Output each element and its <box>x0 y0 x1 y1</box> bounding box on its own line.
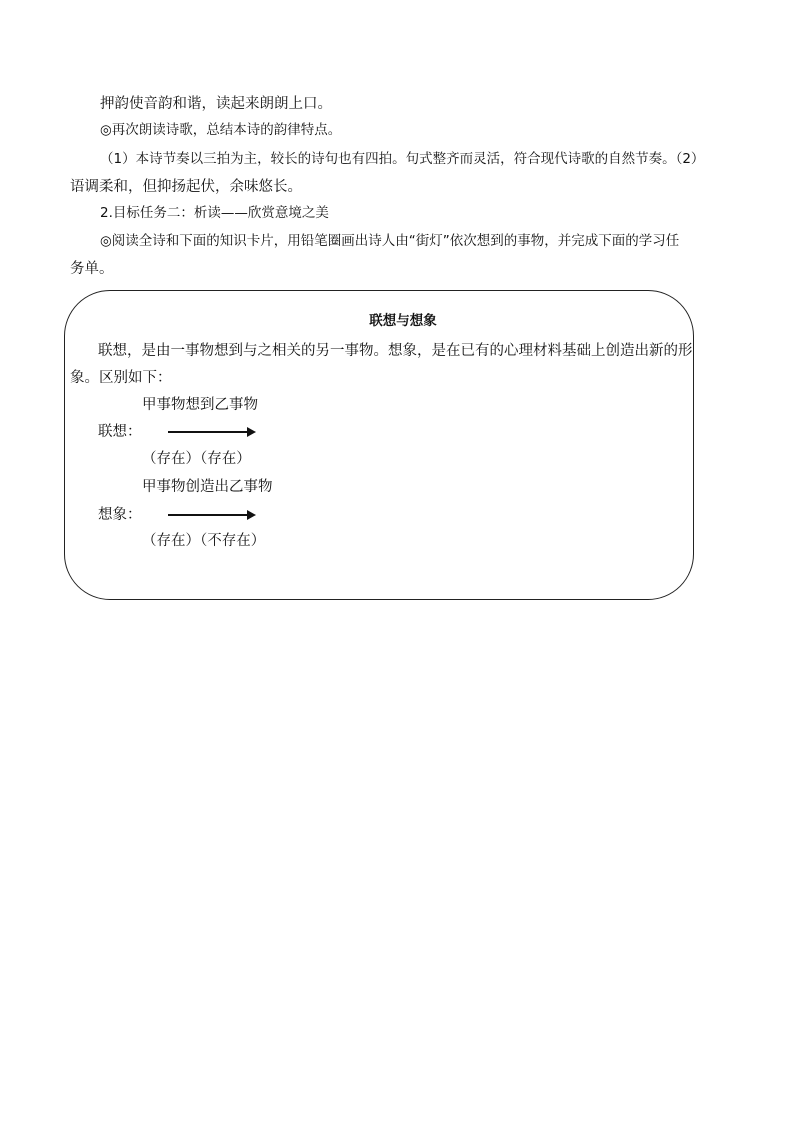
knowledge-card-title: 联想与想象 <box>369 313 437 329</box>
paragraph-rhyme: 押韵使音韵和谐，读起来朗朗上口。 <box>100 96 332 112</box>
imagination-label: 想象： <box>98 507 142 523</box>
paragraph-instruction-line-2: 务单。 <box>70 261 114 277</box>
imagination-arrow <box>168 514 254 516</box>
knowledge-card <box>64 290 694 600</box>
association-below-text: （存在）（存在） <box>142 451 251 467</box>
paragraph-answer-line-2: 语调柔和，但抑扬起伏，余味悠长。 <box>70 179 302 195</box>
association-arrow <box>168 431 254 433</box>
paragraph-answer-line-1: （1）本诗节奏以三拍为主，较长的诗句也有四拍。句式整齐而灵活，符合现代诗歌的自然节奏。（2） <box>100 151 705 167</box>
association-label: 联想： <box>98 424 142 440</box>
knowledge-card-intro-line-1: 联想，是由一事物想到与之相关的另一事物。想象，是在已有的心理材料基础上创造出新的形 <box>98 343 693 359</box>
knowledge-card-intro-line-2: 象。区别如下： <box>70 370 172 386</box>
imagination-above-text: 甲事物创造出乙事物 <box>142 479 273 495</box>
imagination-below-text: （存在）（不存在） <box>142 533 266 549</box>
association-above-text: 甲事物想到乙事物 <box>142 397 258 413</box>
paragraph-task-read-again: ◎再次朗读诗歌，总结本诗的韵律特点。 <box>100 122 342 138</box>
paragraph-instruction-line-1: ◎阅读全诗和下面的知识卡片，用铅笔圈画出诗人由“街灯”依次想到的事物，并完成下面的学习任 <box>100 233 680 249</box>
section-heading-task-two: 2.目标任务二：析读——欣赏意境之美 <box>100 205 329 221</box>
